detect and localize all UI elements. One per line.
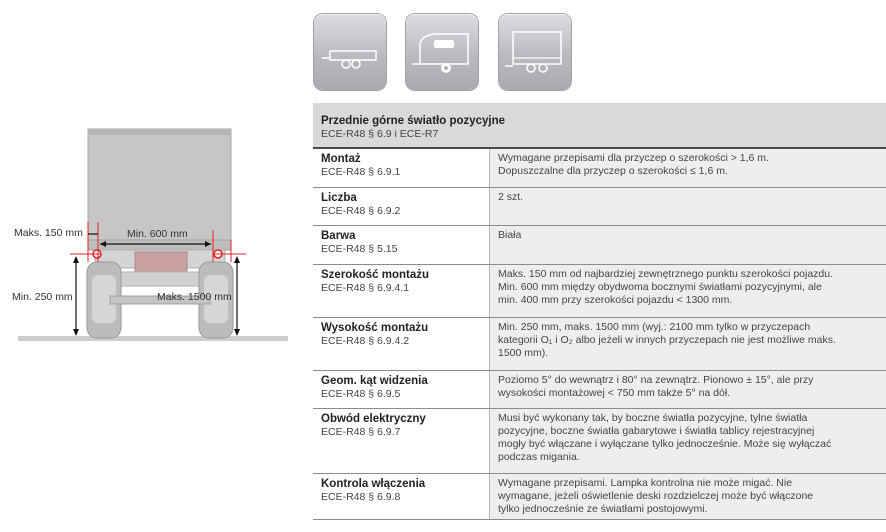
description-line: wysokości montażowej < 750 mm także 5° na dół.: [498, 387, 731, 399]
table-title: Przednie górne światło pozycyjne: [321, 115, 506, 127]
row-label-cell: [313, 318, 489, 370]
box-trailer-icon: [499, 14, 571, 90]
row-label-cell: [313, 188, 489, 225]
row-label-cell: [313, 149, 489, 187]
row-description-cell: [489, 265, 886, 317]
row-description-cell: [489, 474, 886, 519]
description-line: Min. 600 mm między obydwoma bocznymi światłami pozycyjnymi, ale: [498, 281, 822, 293]
description-line: pozycyjne, boczne światła gabarytowe i światła tablicy rejestracyjnej: [498, 425, 815, 437]
table-row: [313, 149, 886, 188]
description-line: podczas migania.: [498, 451, 580, 463]
description-line: Biała: [498, 229, 522, 241]
table-row: [313, 371, 886, 409]
description-line: kategorii O₁ i O₂ albo jeżeli w innych przyczepach nie jest możliwe maks.: [498, 334, 836, 346]
row-reference: ECE-R48 § 5.15: [321, 243, 398, 255]
table-header: [313, 103, 886, 149]
row-reference: ECE-R48 § 6.9.5: [321, 388, 401, 400]
description-line: mogły być włączane i wyłączane tylko jednocześnie. Może się wyłączać: [498, 438, 832, 450]
caravan-icon: [406, 14, 478, 90]
table-title-ref: ECE-R48 § 6.9 i ECE-R7: [321, 128, 439, 140]
trailer-front-diagram: [0, 0, 300, 532]
row-reference: ECE-R48 § 6.9.4.1: [321, 282, 410, 294]
label-maks-1500: Maks. 1500 mm: [157, 291, 232, 303]
hitch-block: [135, 252, 187, 272]
row-name: Liczba: [321, 192, 357, 204]
description-line: min. 400 mm przy szerokości pojazdu < 1300 mm.: [498, 294, 733, 306]
row-reference: ECE-R48 § 6.9.4.2: [321, 335, 410, 347]
description-line: Min. 250 mm, maks. 1500 mm (wyj.: 2100 mm tylko w przyczepach: [498, 321, 811, 333]
trailer-flatbed-icon: [314, 14, 386, 90]
trailer-front-drawing: [0, 0, 300, 532]
row-description-cell: [489, 226, 886, 264]
row-label-cell: [313, 409, 489, 473]
description-line: wymagane, jeżeli oświetlenie deski rozdzielczej może być włączone: [498, 490, 814, 502]
row-label-cell: [313, 226, 489, 264]
row-description-cell: [489, 318, 886, 370]
trailer-type-icons: [314, 14, 584, 92]
row-name: Szerokość montażu: [321, 269, 429, 281]
table-row: [313, 265, 886, 318]
row-name: Kontrola włączenia: [321, 478, 426, 490]
table-row: [313, 226, 886, 265]
row-label-cell: [313, 371, 489, 408]
description-line: Wymagane przepisami. Lampka kontrolna nie może migać. Nie: [498, 477, 793, 489]
table-row: [313, 474, 886, 520]
description-line: tylko jednocześnie ze światłami postojowymi.: [498, 503, 708, 515]
row-name: Barwa: [321, 230, 356, 242]
table-row: [313, 188, 886, 226]
row-reference: ECE-R48 § 6.9.8: [321, 491, 401, 503]
row-name: Montaż: [321, 153, 361, 165]
row-reference: ECE-R48 § 6.9.1: [321, 166, 401, 178]
spec-table: [313, 103, 886, 520]
row-reference: ECE-R48 § 6.9.2: [321, 205, 401, 217]
row-label-cell: [313, 265, 489, 317]
row-name: Obwód elektryczny: [321, 413, 426, 425]
description-line: Wymagane przepisami dla przyczep o szerokości > 1,6 m.: [498, 152, 769, 164]
description-line: Musi być wykonany tak, by boczne światła pozycyjne, tylne światła: [498, 412, 808, 424]
label-maks-150: Maks. 150 mm: [14, 227, 83, 239]
row-name: Wysokość montażu: [321, 322, 429, 334]
description-line: 1500 mm).: [498, 347, 549, 359]
row-description-cell: [489, 371, 886, 408]
description-line: Dopuszczalne dla przyczep o szerokości ≤ 1,6 m.: [498, 165, 728, 177]
row-description-cell: [489, 188, 886, 225]
table-row: [313, 318, 886, 371]
description-line: Poziomo 5° do wewnątrz i 80° na zewnątrz. Pionowo ± 15°, ale przy: [498, 374, 814, 386]
row-name: Geom. kąt widzenia: [321, 375, 428, 387]
table-row: [313, 409, 886, 474]
label-min-250: Min. 250 mm: [12, 291, 73, 303]
label-min-600: Min. 600 mm: [127, 228, 188, 240]
row-description-cell: [489, 149, 886, 187]
description-line: Maks. 150 mm od najbardziej zewnętrznego punktu szerokości pojazdu.: [498, 268, 834, 280]
description-line: 2 szt.: [498, 191, 524, 203]
table-rows: [313, 149, 886, 520]
ground-line: [18, 336, 288, 341]
row-reference: ECE-R48 § 6.9.7: [321, 426, 401, 438]
row-label-cell: [313, 474, 489, 519]
row-description-cell: [489, 409, 886, 473]
